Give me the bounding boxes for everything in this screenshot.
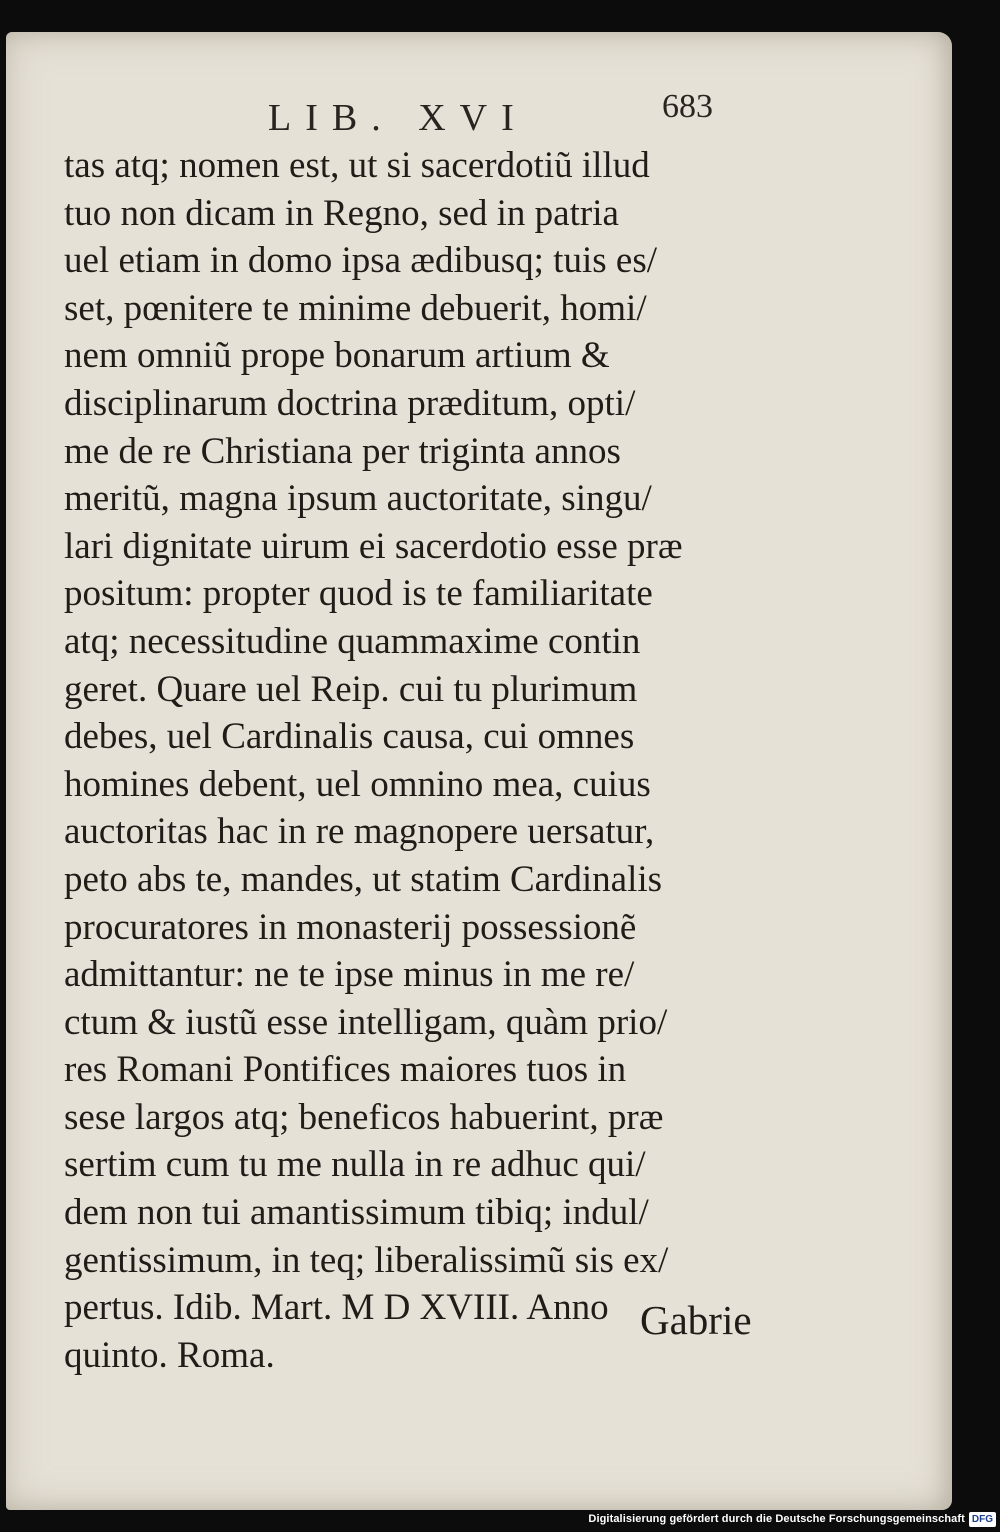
text-line: res Romani Pontifices maiores tuos in xyxy=(64,1049,627,1091)
text-line: gentissimum, in teq; liberalissimũ sis ex/ xyxy=(64,1239,669,1281)
text-line: me de re Christiana per triginta annos xyxy=(64,430,621,472)
text-line: debes, uel Cardinalis causa, cui omnes xyxy=(64,716,635,758)
text-line: auctoritas hac in re magnopere uersatur, xyxy=(64,811,655,853)
text-line: set, pœnitere te minime debuerit, homi/ xyxy=(64,287,647,329)
text-line: pertus. Idib. Mart. M D XVIII. Anno xyxy=(64,1287,609,1329)
text-line: homines debent, uel omnino mea, cuius xyxy=(64,763,651,805)
text-line: nem omniũ prope bonarum artium & xyxy=(64,335,610,377)
text-line: meritũ, magna ipsum auctoritate, singu/ xyxy=(64,478,652,520)
text-line: positum: propter quod is te familiaritate xyxy=(64,573,653,615)
credit-text: Digitalisierung gefördert durch die Deutsche Forschungsgemeinschaft xyxy=(588,1513,965,1525)
dfg-logo: DFG xyxy=(969,1512,996,1527)
page-header xyxy=(0,88,1000,140)
text-line: disciplinarum doctrina præditum, opti/ xyxy=(64,382,636,424)
catchword: Gabrie xyxy=(640,1297,752,1343)
text-line: uel etiam in domo ipsa ædibusq; tuis es/ xyxy=(64,240,657,282)
text-line: atq; necessitudine quammaxime contin xyxy=(64,620,641,662)
text-line: tas atq; nomen est, ut si sacerdotiũ illud xyxy=(64,145,650,186)
text-line: geret. Quare uel Reip. cui tu plurimum xyxy=(64,668,638,710)
text-line: dem non tui amantissimum tibiq; indul/ xyxy=(64,1192,649,1234)
text-line: sertim cum tu me nulla in re adhuc qui/ xyxy=(64,1144,646,1186)
text-line: peto abs te, mandes, ut statim Cardinalis xyxy=(64,858,663,900)
body-text xyxy=(64,142,784,1379)
text-line: lari dignitate uirum ei sacerdotio esse præ xyxy=(64,525,683,567)
page-number: 683 xyxy=(662,88,713,125)
text-line: admittantur: ne te ipse minus in me re/ xyxy=(64,954,635,996)
text-line: sese largos atq; beneficos habuerint, præ xyxy=(64,1096,664,1138)
text-line: quinto. Roma. xyxy=(64,1334,275,1376)
digitization-credit xyxy=(588,1510,996,1528)
text-line: tuo non dicam in Regno, sed in patria xyxy=(64,192,619,234)
running-head: LIB. XVI xyxy=(268,97,528,139)
text-line: ctum & iustũ esse intelligam, quàm prio/ xyxy=(64,1001,668,1043)
text-line: procuratores in monasterij possessionẽ xyxy=(64,906,637,948)
